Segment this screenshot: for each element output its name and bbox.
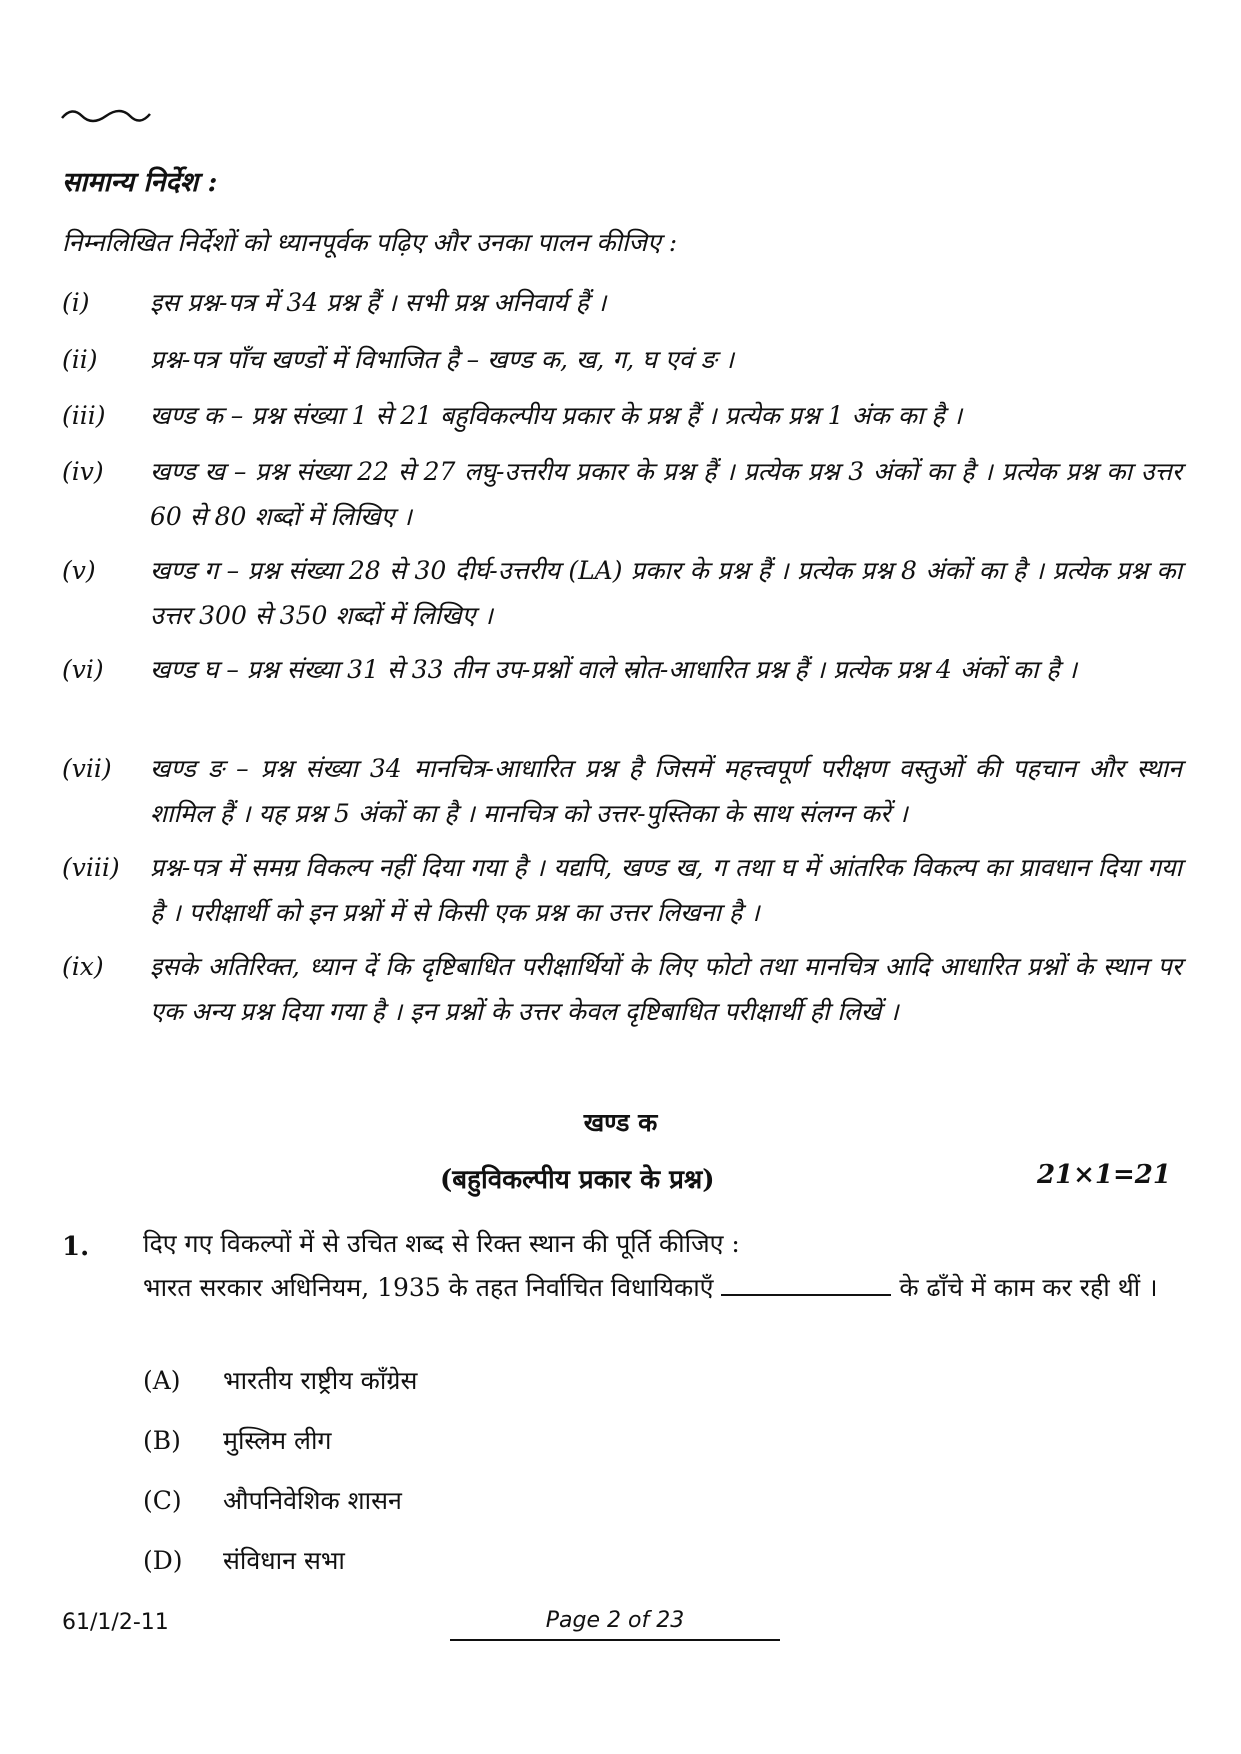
fill-in-blank [721, 1272, 891, 1296]
option-label: (B) [143, 1426, 181, 1455]
instruction-item [62, 393, 1182, 438]
instruction-item [62, 280, 1182, 325]
option-a [143, 1363, 417, 1397]
option-b [143, 1423, 332, 1457]
option-text: संविधान सभा [223, 1546, 345, 1575]
instruction-number: (vi) [62, 655, 104, 684]
question-line-2 [143, 1266, 1183, 1310]
option-label: (D) [143, 1546, 183, 1575]
question-number: 1. [62, 1232, 90, 1262]
page-number: Page 2 of 23 [450, 1608, 780, 1641]
option-c [143, 1483, 402, 1517]
instruction-item [62, 449, 1182, 539]
option-label: (A) [143, 1366, 181, 1395]
instruction-text: खण्ड घ – प्रश्न संख्या 31 से 33 तीन उप-प्रश्नों वाले स्रोत-आधारित प्रश्न हैं । प्रत्येक प्रश्न 4 अंकों का है । [150, 655, 1077, 684]
option-d [143, 1543, 345, 1577]
instruction-number: (viii) [62, 853, 120, 882]
option-text: औपनिवेशिक शासन [223, 1486, 402, 1515]
question-line-2-before: भारत सरकार अधिनियम, 1935 के तहत निर्वाचित विधायिकाएँ [143, 1273, 714, 1302]
option-label: (C) [143, 1486, 182, 1515]
wave-ornament-icon [60, 100, 152, 130]
instruction-number: (iii) [62, 401, 106, 430]
general-instructions-heading: सामान्य निर्देश : [62, 167, 218, 198]
instruction-text: खण्ड ख – प्रश्न संख्या 22 से 27 लघु-उत्तरीय प्रकार के प्रश्न हैं । प्रत्येक प्रश्न 3 अंकों का है । प्रत्येक प्रश्न का उत्तर 60 से 80 शब्दों में लिखिए । [150, 457, 1182, 531]
question-line-1: दिए गए विकल्पों में से उचित शब्द से रिक्त स्थान की पूर्ति कीजिए : [143, 1229, 740, 1258]
instruction-text: खण्ड ग – प्रश्न संख्या 28 से 30 दीर्घ-उत्तरीय (LA) प्रकार के प्रश्न हैं । प्रत्येक प्रश्न 8 अंकों का है । प्रत्येक प्रश्न का उत्तर 300 से 350 शब्दों में लिखिए । [150, 556, 1182, 630]
instruction-item [62, 337, 1182, 382]
paper-code: 61/1/2-11 [62, 1610, 169, 1635]
question-text [143, 1222, 1183, 1310]
instruction-text: प्रश्न-पत्र पाँच खण्डों में विभाजित है – खण्ड क, ख, ग, घ एवं ङ । [150, 345, 734, 374]
instruction-number: (v) [62, 556, 96, 585]
instruction-text: खण्ड ङ – प्रश्न संख्या 34 मानचित्र-आधारित प्रश्न है जिसमें महत्त्वपूर्ण परीक्षण वस्तुओं की पहचान और स्थान शामिल हैं । यह प्रश्न 5 अंकों का है । मानचित्र को उत्तर-पुस्तिका के साथ संलग्न करें । [150, 754, 1182, 828]
instruction-text: इस प्रश्न-पत्र में 34 प्रश्न हैं । सभी प्रश्न अनिवार्य हैं । [150, 288, 607, 317]
instruction-item [62, 746, 1182, 836]
instruction-number: (ii) [62, 345, 98, 374]
instruction-item [62, 548, 1182, 638]
section-title: खण्ड क [583, 1108, 658, 1137]
option-text: मुस्लिम लीग [223, 1426, 332, 1455]
instruction-item [62, 647, 1182, 692]
instruction-number: (i) [62, 288, 90, 317]
instruction-text: खण्ड क – प्रश्न संख्या 1 से 21 बहुविकल्पीय प्रकार के प्रश्न हैं । प्रत्येक प्रश्न 1 अंक का है । [150, 401, 963, 430]
section-subtitle: (बहुविकल्पीय प्रकार के प्रश्न) [440, 1165, 715, 1195]
instruction-number: (vii) [62, 754, 112, 783]
instruction-number: (iv) [62, 457, 104, 486]
option-text: भारतीय राष्ट्रीय काँग्रेस [223, 1366, 418, 1395]
instruction-item [62, 845, 1182, 935]
instruction-text: प्रश्न-पत्र में समग्र विकल्प नहीं दिया गया है । यद्यपि, खण्ड ख, ग तथा घ में आंतरिक विकल्प का प्रावधान दिया गया है । परीक्षार्थी को इन प्रश्नों में से किसी एक प्रश्न का उत्तर लिखना है । [150, 853, 1182, 927]
instruction-text: इसके अतिरिक्त, ध्यान दें कि दृष्टिबाधित परीक्षार्थियों के लिए फोटो तथा मानचित्र आदि आधारित प्रश्नों के स्थान पर एक अन्य प्रश्न दिया गया है । इन प्रश्नों के उत्तर केवल दृष्टिबाधित परीक्षार्थी ही लिखें । [150, 952, 1182, 1026]
instruction-number: (ix) [62, 952, 104, 981]
instructions-intro: निम्नलिखित निर्देशों को ध्यानपूर्वक पढ़िए और उनका पालन कीजिए : [62, 228, 678, 257]
question-line-2-after: के ढाँचे में काम कर रही थीं । [899, 1273, 1158, 1302]
instruction-item [62, 944, 1182, 1034]
section-marks: 21×1=21 [1036, 1160, 1171, 1190]
